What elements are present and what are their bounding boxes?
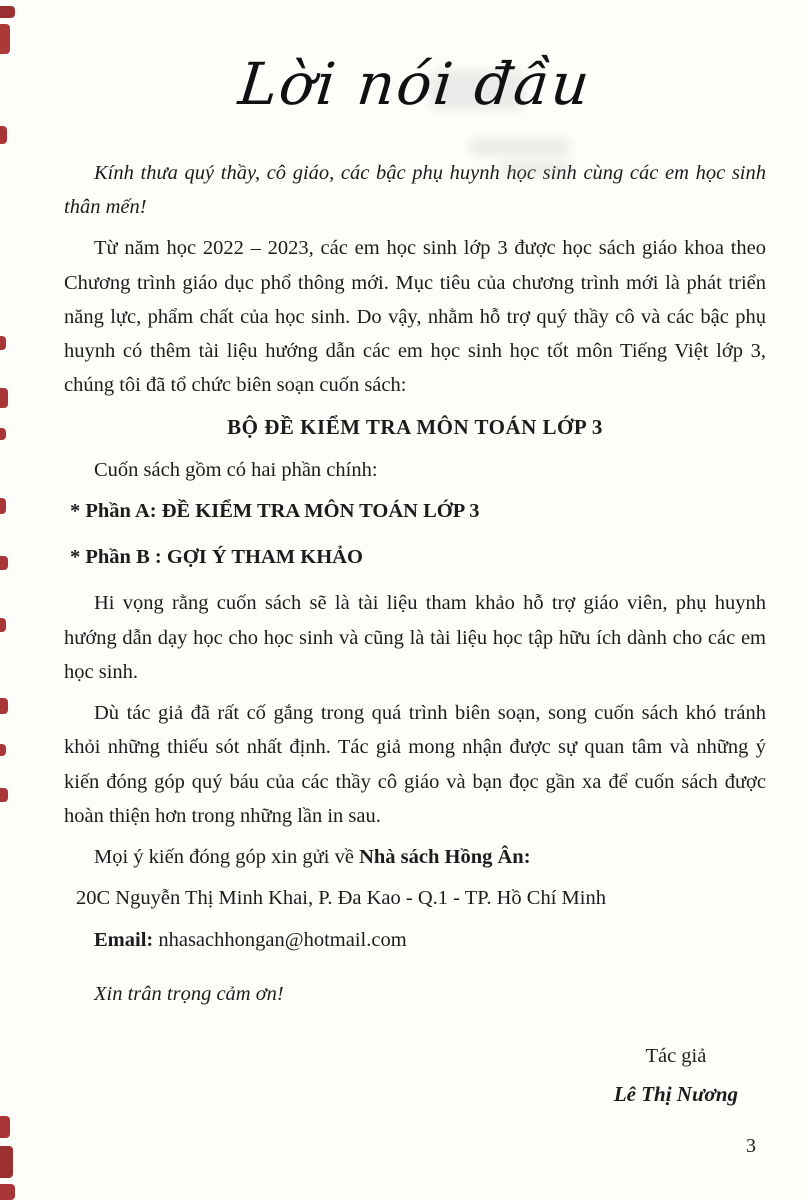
author-block bbox=[64, 1045, 766, 1107]
scan-artifact bbox=[0, 788, 8, 802]
scan-artifact bbox=[0, 126, 7, 144]
email-value: nhasachhongan@hotmail.com bbox=[153, 928, 407, 951]
part-a-line: * Phần A: ĐỀ KIỂM TRA MÔN TOÁN LỚP 3 bbox=[70, 499, 480, 522]
apology-paragraph: Dù tác giả đã rất cố gắng trong quá trình biên soạn, song cuốn sách khó tránh khỏi những thiếu sót nhất định. Tác giả mong nhận được sự quan tâm và những ý kiến đóng góp quý báu của các thầy cô giáo và bạn đọc gần xa để cuốn sách được hoàn thiện hơn trong những lần in sau. bbox=[64, 702, 766, 827]
scan-artifact bbox=[0, 744, 6, 756]
scan-artifact bbox=[0, 428, 6, 440]
page-number: 3 bbox=[746, 1135, 756, 1157]
email-line bbox=[64, 923, 766, 957]
bleed-through-artifact bbox=[500, 162, 570, 176]
contact-prefix: Mọi ý kiến đóng góp xin gửi về bbox=[94, 846, 360, 869]
scan-artifact bbox=[0, 6, 15, 18]
address-line: 20C Nguyễn Thị Minh Khai, P. Đa Kao - Q.1 - TP. Hồ Chí Minh bbox=[76, 887, 606, 910]
scan-artifact bbox=[0, 618, 6, 632]
contact-line bbox=[64, 840, 766, 874]
page-title: Lời nói đầu bbox=[235, 50, 595, 118]
salutation-paragraph: Kính thưa quý thầy, cô giáo, các bậc phụ huynh học sinh cùng các em học sinh thân mến! bbox=[64, 162, 766, 219]
scan-artifact bbox=[0, 24, 10, 54]
parts-intro: Cuốn sách gồm có hai phần chính: bbox=[94, 458, 378, 481]
author-label: Tác giả bbox=[645, 1044, 707, 1067]
scan-artifact bbox=[0, 1116, 10, 1138]
scan-artifact bbox=[0, 388, 8, 408]
email-label: Email: bbox=[94, 928, 154, 951]
scan-artifact bbox=[0, 1184, 15, 1200]
book-title: BỘ ĐỀ KIỂM TRA MÔN TOÁN LỚP 3 bbox=[227, 414, 603, 439]
author-name: Lê Thị Nương bbox=[613, 1081, 738, 1106]
publisher-name: Nhà sách Hồng Ân: bbox=[359, 846, 531, 869]
hope-paragraph: Hi vọng rằng cuốn sách sẽ là tài liệu tham khảo hỗ trợ giáo viên, phụ huynh hướng dẫn dạy học cho học sinh và cũng là tài liệu học tập hữu ích dành cho các em học sinh. bbox=[64, 592, 766, 683]
intro-paragraph: Từ năm học 2022 – 2023, các em học sinh lớp 3 được học sách giáo khoa theo Chương trình giáo dục phổ thông mới. Mục tiêu của chương trình mới là phát triển năng lực, phẩm chất của học sinh. Do vậy, nhằm hỗ trợ quý thầy cô và các bậc phụ huynh có thêm tài liệu hướng dẫn các em học sinh học tốt môn Tiếng Việt lớp 3, chúng tôi đã tổ chức biên soạn cuốn sách: bbox=[64, 237, 766, 397]
scan-artifact bbox=[0, 498, 6, 514]
bleed-through-artifact bbox=[470, 138, 570, 156]
scan-artifact bbox=[0, 336, 6, 350]
scan-artifact bbox=[0, 698, 8, 714]
thanks-line: Xin trân trọng cảm ơn! bbox=[94, 982, 284, 1005]
part-b-line: * Phần B : GỢI Ý THAM KHẢO bbox=[70, 546, 363, 569]
scan-artifact bbox=[0, 556, 8, 570]
scan-artifact bbox=[0, 1146, 13, 1178]
